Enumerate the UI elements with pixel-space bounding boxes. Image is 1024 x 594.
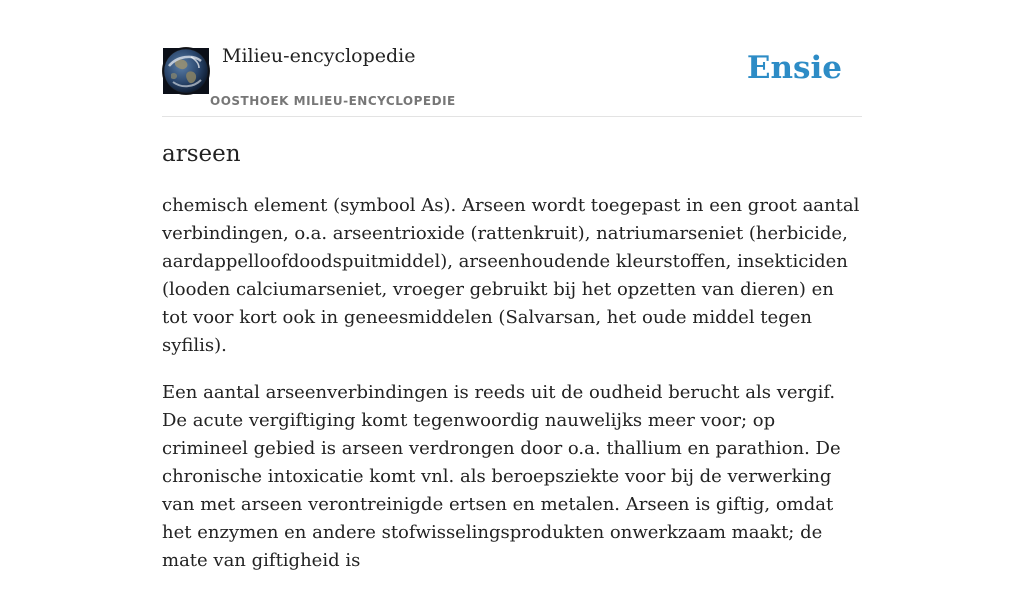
entry-paragraph: chemisch element (symbool As). Arseen wordt toegepast in een groot aantal verbindingen, o.a. arseentrioxide (rattenkruit), natriumarseniet (herbicide, aardappelloofdoodspuitmiddel), arseenhoudende kleurstoffen, insekticiden (looden calciumarseniet, vroeger gebruikt bij het opzetten van dieren) en tot voor kort ook in geneesmiddelen (Salvarsan, het oude middel tegen syfilis). [162,195,860,356]
brand-logo-link[interactable]: Ensie [746,50,842,86]
entry-paragraph: Een aantal arseenverbindingen is reeds uit de oudheid berucht als vergif. De acute vergiftiging komt tegenwoordig nauwelijks meer voor; op crimineel gebied is arseen verdrongen door o.a. thallium en parathion. De chronische intoxicatie komt vnl. als beroepsziekte voor bij de verwerking van met arseen verontreinigde ertsen en metalen. Arseen is giftig, omdat het enzymen en andere stofwisselingsprodukten onwerkzaam maakt; de mate van giftigheid is [162,382,841,571]
site-header [162,0,862,117]
site-title[interactable]: Milieu-encyclopedie [222,45,416,67]
entry-title: arseen [162,141,241,167]
site-subtitle: OOSTHOEK MILIEU-ENCYCLOPEDIE [210,94,456,108]
earth-globe-icon[interactable] [162,47,210,95]
entry-content [162,138,862,594]
